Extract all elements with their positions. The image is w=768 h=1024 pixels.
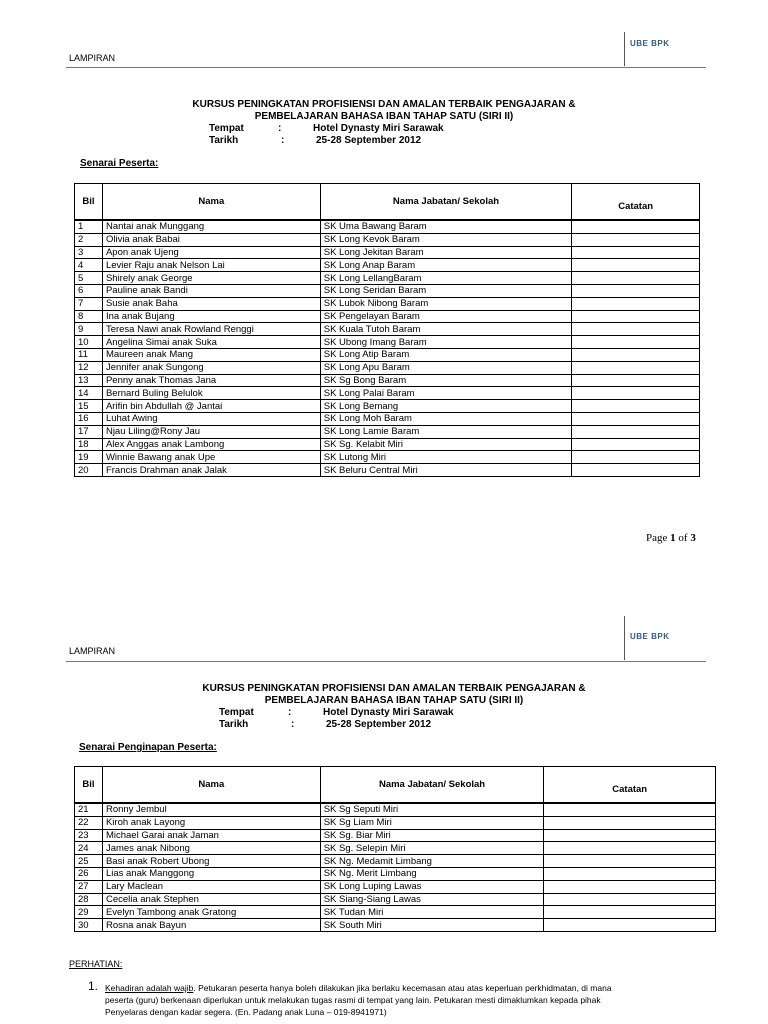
- page-of: of: [678, 532, 688, 544]
- cell-bil: 11: [75, 348, 103, 361]
- page-total: 3: [690, 532, 696, 544]
- cell-nama: Michael Garai anak Jaman: [102, 829, 320, 842]
- table-row: [75, 855, 716, 868]
- cell-sekolah: SK Sg. Biar Miri: [320, 829, 544, 842]
- table-row: [75, 310, 700, 323]
- header-divider-vertical: [624, 32, 625, 66]
- cell-bil: 19: [75, 451, 103, 464]
- cell-sekolah: SK Long Anap Baram: [320, 259, 572, 272]
- cell-sekolah: SK Long Bemang: [320, 400, 572, 413]
- table-row: [75, 412, 700, 425]
- cell-nama: Ina anak Bujang: [102, 310, 320, 323]
- cell-nama: Susie anak Baha: [102, 297, 320, 310]
- tempat-label: Tempat: [209, 123, 244, 134]
- note-line-1-text: . Petukaran peserta hanya boleh dilakukan jika berlaku kecemasan atau atas keperluan perkhidmatan, di mana: [193, 983, 612, 993]
- cell-bil: 7: [75, 297, 103, 310]
- tempat-separator: :: [278, 123, 282, 134]
- cell-catatan: [572, 272, 700, 285]
- cell-catatan: [572, 425, 700, 438]
- table-row: [75, 919, 716, 932]
- column-header-jabatan: Nama Jabatan/ Sekolah: [320, 184, 572, 221]
- course-title-line-2: PEMBELAJARAN BAHASA IBAN TAHAP SATU (SIRI II): [254, 111, 514, 122]
- column-header-jabatan: Nama Jabatan/ Sekolah: [320, 767, 544, 804]
- cell-sekolah: SK Long Luping Lawas: [320, 880, 544, 893]
- cell-bil: 9: [75, 323, 103, 336]
- table-row: [75, 816, 716, 829]
- tarikh-separator: :: [291, 719, 295, 730]
- column-header-nama: Nama: [102, 184, 320, 221]
- cell-bil: 26: [75, 867, 103, 880]
- cell-sekolah: SK Long Palai Baram: [320, 387, 572, 400]
- table-header-row: [75, 184, 700, 221]
- table-row: [75, 425, 700, 438]
- table-row: [75, 803, 716, 816]
- cell-bil: 6: [75, 284, 103, 297]
- table-row: [75, 387, 700, 400]
- participants-table: [74, 183, 700, 477]
- cell-catatan: [572, 310, 700, 323]
- cell-bil: 27: [75, 880, 103, 893]
- table-row: [75, 272, 700, 285]
- cell-bil: 3: [75, 246, 103, 259]
- table-row: [75, 867, 716, 880]
- cell-bil: 13: [75, 374, 103, 387]
- cell-catatan: [572, 348, 700, 361]
- cell-nama: Basi anak Robert Ubong: [102, 855, 320, 868]
- cell-nama: Alex Anggas anak Lambong: [102, 438, 320, 451]
- cell-nama: Arifin bin Abdullah @ Jantai: [102, 400, 320, 413]
- cell-catatan: [544, 816, 716, 829]
- cell-bil: 22: [75, 816, 103, 829]
- cell-nama: Jennifer anak Sungong: [102, 361, 320, 374]
- cell-nama: Cecelia anak Stephen: [102, 893, 320, 906]
- table-row: [75, 246, 700, 259]
- cell-catatan: [544, 919, 716, 932]
- column-header-bil: Bil: [75, 767, 103, 804]
- header-brand: UBE BPK: [630, 39, 670, 48]
- cell-catatan: [572, 464, 700, 477]
- cell-sekolah: SK Long Seridan Baram: [320, 284, 572, 297]
- cell-nama: Rosna anak Bayun: [102, 919, 320, 932]
- table-row: [75, 842, 716, 855]
- cell-sekolah: SK Long Lamie Baram: [320, 425, 572, 438]
- table-row: [75, 451, 700, 464]
- cell-catatan: [572, 412, 700, 425]
- cell-sekolah: SK Long Apu Baram: [320, 361, 572, 374]
- cell-nama: Bernard Buling Belulok: [102, 387, 320, 400]
- table-row: [75, 297, 700, 310]
- cell-bil: 15: [75, 400, 103, 413]
- cell-catatan: [572, 233, 700, 246]
- cell-nama: Luhat Awing: [102, 412, 320, 425]
- cell-nama: Levier Raju anak Nelson Lai: [102, 259, 320, 272]
- cell-nama: Njau Liling@Rony Jau: [102, 425, 320, 438]
- header-rule: [66, 661, 706, 662]
- lampiran-label: LAMPIRAN: [69, 53, 116, 63]
- cell-sekolah: SK Long Moh Baram: [320, 412, 572, 425]
- cell-catatan: [544, 906, 716, 919]
- cell-nama: Shirely anak George: [102, 272, 320, 285]
- cell-nama: James anak Nibong: [102, 842, 320, 855]
- cell-sekolah: SK Sg. Kelabit Miri: [320, 438, 572, 451]
- cell-sekolah: SK Kuala Tutoh Baram: [320, 323, 572, 336]
- tarikh-separator: :: [281, 135, 285, 146]
- cell-sekolah: SK Beluru Central Miri: [320, 464, 572, 477]
- table-row: [75, 323, 700, 336]
- cell-bil: 2: [75, 233, 103, 246]
- cell-catatan: [572, 284, 700, 297]
- table-row: [75, 880, 716, 893]
- tarikh-label: Tarikh: [219, 719, 249, 730]
- cell-nama: Olivia anak Babai: [102, 233, 320, 246]
- section-heading: Senarai Penginapan Peserta:: [79, 742, 217, 753]
- cell-nama: Winnie Bawang anak Upe: [102, 451, 320, 464]
- cell-bil: 23: [75, 829, 103, 842]
- cell-nama: Maureen anak Mang: [102, 348, 320, 361]
- section-heading: Senarai Peserta:: [80, 158, 159, 169]
- note-line-2: peserta (guru) berkenaan diperlukan untuk melakukan tugas rasmi di tempat yang lain. Petukaran mesti dimaklumkan kepada pihak: [105, 995, 601, 1005]
- cell-catatan: [572, 220, 700, 233]
- cell-bil: 12: [75, 361, 103, 374]
- table-row: [75, 906, 716, 919]
- tarikh-value: 25-28 September 2012: [326, 719, 432, 730]
- table-row: [75, 336, 700, 349]
- note-paragraph: [105, 982, 725, 1018]
- cell-nama: Angelina Simai anak Suka: [102, 336, 320, 349]
- tarikh-value: 25-28 September 2012: [316, 135, 422, 146]
- cell-sekolah: SK South Miri: [320, 919, 544, 932]
- table-row: [75, 829, 716, 842]
- cell-catatan: [572, 438, 700, 451]
- cell-sekolah: SK Long Jekitan Baram: [320, 246, 572, 259]
- cell-catatan: [572, 297, 700, 310]
- cell-bil: 24: [75, 842, 103, 855]
- accommodation-table-body: [75, 803, 716, 931]
- page-number: [646, 532, 696, 544]
- cell-bil: 14: [75, 387, 103, 400]
- table-row: [75, 893, 716, 906]
- cell-catatan: [572, 374, 700, 387]
- header-brand: UBE BPK: [630, 632, 670, 641]
- cell-sekolah: SK Sg. Selepin Miri: [320, 842, 544, 855]
- cell-catatan: [572, 259, 700, 272]
- cell-bil: 16: [75, 412, 103, 425]
- cell-sekolah: SK Ng. Merit Limbang: [320, 867, 544, 880]
- cell-sekolah: SK Ng. Medamit Limbang: [320, 855, 544, 868]
- cell-sekolah: SK Siang-Siang Lawas: [320, 893, 544, 906]
- participants-table-body: [75, 220, 700, 476]
- cell-sekolah: SK Sg Seputi Miri: [320, 803, 544, 816]
- cell-bil: 30: [75, 919, 103, 932]
- table-row: [75, 374, 700, 387]
- cell-catatan: [572, 400, 700, 413]
- note-line-3: Penyelaras dengan kadar segera. (En. Padang anak Luna – 019-8941971): [105, 1007, 387, 1017]
- table-row: [75, 220, 700, 233]
- note-number: 1.: [88, 979, 99, 993]
- cell-nama: Francis Drahman anak Jalak: [102, 464, 320, 477]
- table-row: [75, 233, 700, 246]
- cell-bil: 1: [75, 220, 103, 233]
- cell-nama: Lary Maclean: [102, 880, 320, 893]
- cell-nama: Pauline anak Bandi: [102, 284, 320, 297]
- cell-bil: 10: [75, 336, 103, 349]
- column-header-nama: Nama: [102, 767, 320, 804]
- table-row: [75, 464, 700, 477]
- course-title-line-2: PEMBELAJARAN BAHASA IBAN TAHAP SATU (SIRI II): [264, 695, 524, 706]
- cell-sekolah: SK Pengelayan Baram: [320, 310, 572, 323]
- tempat-value: Hotel Dynasty Miri Sarawak: [313, 123, 444, 134]
- cell-sekolah: SK Long Kevok Baram: [320, 233, 572, 246]
- cell-catatan: [544, 867, 716, 880]
- page-prefix: Page: [646, 532, 668, 544]
- table-row: [75, 361, 700, 374]
- cell-sekolah: SK Sg Liam Miri: [320, 816, 544, 829]
- cell-nama: Apon anak Ujeng: [102, 246, 320, 259]
- page-current: 1: [670, 532, 676, 544]
- cell-catatan: [544, 842, 716, 855]
- cell-bil: 8: [75, 310, 103, 323]
- table-row: [75, 348, 700, 361]
- cell-bil: 4: [75, 259, 103, 272]
- cell-sekolah: SK Sg Bong Baram: [320, 374, 572, 387]
- cell-nama: Lias anak Manggong: [102, 867, 320, 880]
- tempat-value: Hotel Dynasty Miri Sarawak: [323, 707, 454, 718]
- table-row: [75, 259, 700, 272]
- cell-catatan: [572, 336, 700, 349]
- cell-catatan: [544, 803, 716, 816]
- header-rule: [66, 67, 706, 68]
- cell-nama: Kiroh anak Layong: [102, 816, 320, 829]
- document-page-2: [0, 596, 768, 1024]
- tarikh-label: Tarikh: [209, 135, 239, 146]
- column-header-catatan: Catatan: [572, 184, 700, 221]
- tempat-separator: :: [288, 707, 292, 718]
- cell-catatan: [544, 880, 716, 893]
- column-header-catatan: Catatan: [544, 767, 716, 804]
- cell-bil: 20: [75, 464, 103, 477]
- table-row: [75, 284, 700, 297]
- note-line-1: [105, 982, 725, 994]
- cell-nama: Teresa Nawi anak Rowland Renggi: [102, 323, 320, 336]
- perhatian-heading: PERHATIAN:: [69, 959, 123, 969]
- cell-bil: 18: [75, 438, 103, 451]
- cell-bil: 17: [75, 425, 103, 438]
- cell-sekolah: SK Uma Bawang Baram: [320, 220, 572, 233]
- cell-sekolah: SK Tudan Miri: [320, 906, 544, 919]
- cell-catatan: [544, 893, 716, 906]
- cell-catatan: [544, 829, 716, 842]
- header-divider-vertical: [624, 616, 625, 660]
- cell-catatan: [572, 387, 700, 400]
- table-row: [75, 400, 700, 413]
- cell-bil: 21: [75, 803, 103, 816]
- cell-sekolah: SK Long LellangBaram: [320, 272, 572, 285]
- accommodation-table: [74, 766, 716, 932]
- table-row: [75, 438, 700, 451]
- cell-nama: Evelyn Tambong anak Gratong: [102, 906, 320, 919]
- course-title-line-1: KURSUS PENINGKATAN PROFISIENSI DAN AMALAN TERBAIK PENGAJARAN &: [202, 683, 586, 694]
- cell-sekolah: SK Lubok Nibong Baram: [320, 297, 572, 310]
- cell-nama: Penny anak Thomas Jana: [102, 374, 320, 387]
- cell-catatan: [572, 361, 700, 374]
- course-title-line-1: KURSUS PENINGKATAN PROFISIENSI DAN AMALAN TERBAIK PENGAJARAN &: [192, 99, 576, 110]
- cell-sekolah: SK Ubong Imang Baram: [320, 336, 572, 349]
- cell-sekolah: SK Lutong Miri: [320, 451, 572, 464]
- cell-nama: Ronny Jembul: [102, 803, 320, 816]
- cell-bil: 29: [75, 906, 103, 919]
- cell-catatan: [572, 246, 700, 259]
- cell-catatan: [544, 855, 716, 868]
- cell-bil: 25: [75, 855, 103, 868]
- cell-bil: 28: [75, 893, 103, 906]
- lampiran-label: LAMPIRAN: [69, 646, 116, 656]
- tempat-label: Tempat: [219, 707, 254, 718]
- column-header-bil: Bil: [75, 184, 103, 221]
- cell-bil: 5: [75, 272, 103, 285]
- cell-nama: Nantai anak Munggang: [102, 220, 320, 233]
- table-header-row: [75, 767, 716, 804]
- note-emphasis: Kehadiran adalah wajib: [105, 983, 194, 993]
- cell-catatan: [572, 451, 700, 464]
- cell-catatan: [572, 323, 700, 336]
- cell-sekolah: SK Long Atip Baram: [320, 348, 572, 361]
